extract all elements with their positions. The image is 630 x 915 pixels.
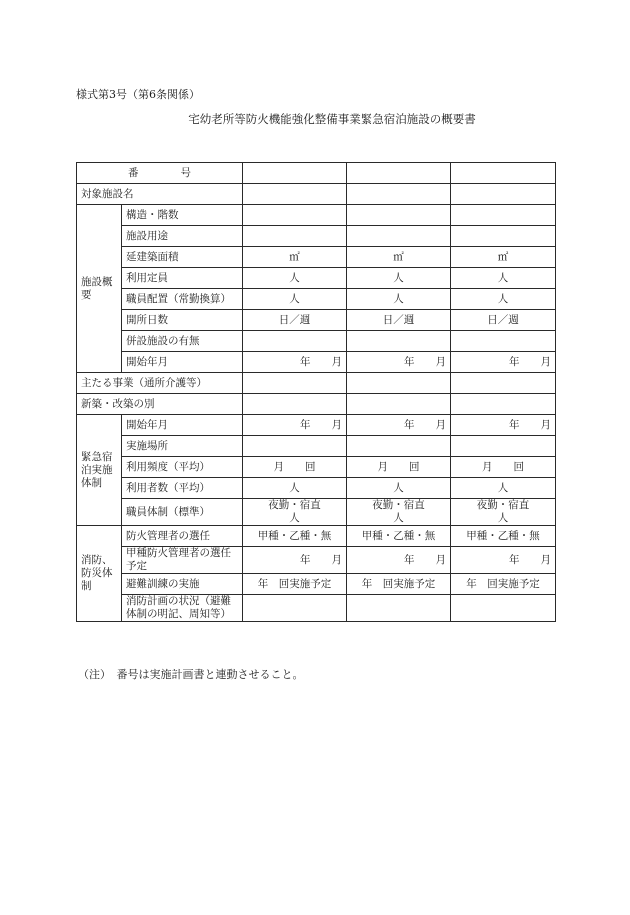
table-row: [77, 310, 556, 331]
row-label-class-a-plan: 甲種防火管理者の選任予定: [122, 547, 243, 574]
table-row: [77, 331, 556, 352]
row-label-target-facility: 対象施設名: [77, 184, 243, 205]
row-label-capacity: 利用定員: [122, 268, 243, 289]
unit-cell: 人: [451, 268, 556, 289]
section-label-fire-prevention: 消防、防災体制: [77, 526, 122, 622]
unit-cell: [243, 499, 347, 526]
person-unit: 人: [393, 512, 404, 524]
unit-cell: 年 回実施予定: [243, 574, 347, 595]
row-label-start-date: 開始年月: [122, 352, 243, 373]
night-duty-text: 夜勤・宿直: [372, 499, 425, 511]
unit-cell: 年 月: [451, 352, 556, 373]
footnote: （注） 番号は実施計画書と連動させること。: [78, 668, 304, 681]
unit-cell: 人: [347, 478, 451, 499]
unit-cell: 人: [243, 268, 347, 289]
cell: [347, 394, 451, 415]
cell: [347, 436, 451, 457]
unit-cell: 甲種・乙種・無: [451, 526, 556, 547]
person-unit: 人: [289, 512, 300, 524]
table-row: [77, 457, 556, 478]
cell: [243, 373, 347, 394]
cell: [243, 394, 347, 415]
unit-cell: 日／週: [347, 310, 451, 331]
cell: [347, 595, 451, 622]
unit-cell: 月 回: [451, 457, 556, 478]
cell: [243, 184, 347, 205]
row-label-new-or-renovation: 新築・改築の別: [77, 394, 243, 415]
cell: [243, 226, 347, 247]
cell: [243, 205, 347, 226]
cell: [451, 205, 556, 226]
unit-cell: 年 月: [243, 352, 347, 373]
cell: [347, 184, 451, 205]
unit-cell: 年 月: [347, 415, 451, 436]
row-label-open-days: 開所日数: [122, 310, 243, 331]
table-row: [77, 184, 556, 205]
row-label-evacuation-drill: 避難訓練の実施: [122, 574, 243, 595]
table-row: [77, 205, 556, 226]
cell: [451, 226, 556, 247]
cell: [347, 226, 451, 247]
section-label-facility-overview: 施設概要: [77, 205, 122, 373]
table-row: [77, 595, 556, 622]
person-unit: 人: [497, 512, 509, 524]
night-duty-text: 夜勤・宿直: [476, 499, 530, 511]
unit-cell: 年 月: [347, 547, 451, 574]
unit-cell: 年 回実施予定: [451, 574, 556, 595]
unit-cell: ㎡: [347, 247, 451, 268]
unit-cell: 甲種・乙種・無: [243, 526, 347, 547]
row-label-usage: 施設用途: [122, 226, 243, 247]
unit-cell: 甲種・乙種・無: [347, 526, 451, 547]
table-row: [77, 268, 556, 289]
cell: [243, 436, 347, 457]
row-label-number: 番 号: [77, 163, 243, 184]
unit-cell: 人: [347, 289, 451, 310]
form-number: 様式第3号（第6条関係）: [76, 88, 200, 101]
table-row: [77, 289, 556, 310]
cell: [347, 163, 451, 184]
unit-cell: ㎡: [243, 247, 347, 268]
cell: [451, 394, 556, 415]
table-row: [77, 394, 556, 415]
table-row: [77, 373, 556, 394]
row-label-start-date: 開始年月: [122, 415, 243, 436]
table-row: [77, 226, 556, 247]
table-row: [77, 415, 556, 436]
table-row: [77, 352, 556, 373]
unit-cell: 人: [451, 478, 556, 499]
table-row: [77, 526, 556, 547]
cell: [347, 205, 451, 226]
unit-cell: [347, 499, 451, 526]
table-row: [77, 436, 556, 457]
row-label-attached-facility: 併設施設の有無: [122, 331, 243, 352]
row-label-fire-manager: 防火管理者の選任: [122, 526, 243, 547]
unit-cell: 年 月: [451, 547, 556, 574]
row-label-location: 実施場所: [122, 436, 243, 457]
row-label-floor-area: 延建築面積: [122, 247, 243, 268]
cell: [347, 331, 451, 352]
night-duty-text: 夜勤・宿直: [268, 499, 321, 511]
unit-cell: 年 月: [243, 415, 347, 436]
section-label-emergency-stay: 緊急宿泊実施体制: [77, 415, 122, 526]
cell: [243, 595, 347, 622]
unit-cell: [451, 499, 556, 526]
unit-cell: 人: [451, 289, 556, 310]
cell: [451, 436, 556, 457]
unit-cell: 年 月: [243, 547, 347, 574]
unit-cell: 日／週: [243, 310, 347, 331]
row-label-structure: 構造・階数: [122, 205, 243, 226]
unit-cell: 人: [243, 478, 347, 499]
facility-summary-table: [76, 162, 556, 622]
cell: [451, 163, 556, 184]
unit-cell: 人: [243, 289, 347, 310]
row-label-frequency: 利用頻度（平均）: [122, 457, 243, 478]
row-label-staffing: 職員配置（常勤換算）: [122, 289, 243, 310]
row-label-main-business: 主たる事業（通所介護等）: [77, 373, 243, 394]
document-title: 宅幼老所等防火機能強化整備事業緊急宿泊施設の概要書: [188, 112, 476, 126]
row-label-users: 利用者数（平均）: [122, 478, 243, 499]
table-row: [77, 247, 556, 268]
unit-cell: 年 月: [451, 415, 556, 436]
unit-cell: 年 月: [347, 352, 451, 373]
row-label-fire-plan: 消防計画の状況（避難体制の明記、周知等）: [122, 595, 243, 622]
table-row: [77, 547, 556, 574]
unit-cell: 月 回: [243, 457, 347, 478]
table-row: [77, 478, 556, 499]
table-row: [77, 499, 556, 526]
cell: [451, 373, 556, 394]
cell: [451, 595, 556, 622]
cell: [347, 373, 451, 394]
cell: [243, 331, 347, 352]
table-row: [77, 574, 556, 595]
unit-cell: 人: [347, 268, 451, 289]
cell: [451, 184, 556, 205]
row-label-staff-system: 職員体制（標準）: [122, 499, 243, 526]
unit-cell: ㎡: [451, 247, 556, 268]
cell: [451, 331, 556, 352]
unit-cell: 日／週: [451, 310, 556, 331]
unit-cell: 月 回: [347, 457, 451, 478]
table-row: [77, 163, 556, 184]
cell: [243, 163, 347, 184]
unit-cell: 年 回実施予定: [347, 574, 451, 595]
